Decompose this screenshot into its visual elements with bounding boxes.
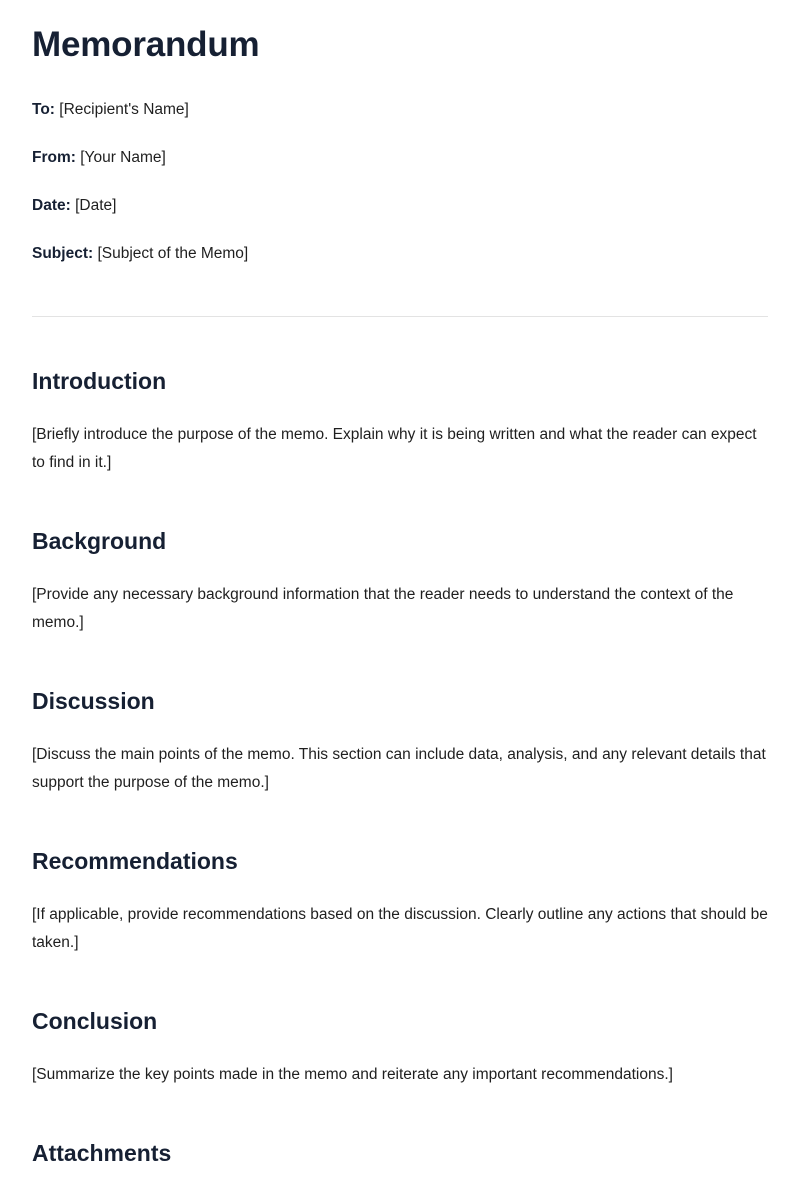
to-line <box>32 100 189 120</box>
to-value: [Recipient's Name] <box>59 101 189 118</box>
introduction-heading: Introduction <box>32 368 167 394</box>
date-line <box>32 196 116 216</box>
attachments-heading: Attachments <box>32 1140 172 1166</box>
from-label: From: <box>32 149 76 166</box>
header-divider <box>32 316 768 317</box>
discussion-heading: Discussion <box>32 688 155 714</box>
discussion-text: [Discuss the main points of the memo. This section can include data, analysis, and any relevant details that support the purpose of the memo.] <box>32 746 766 791</box>
from-value: [Your Name] <box>80 149 166 166</box>
date-label: Date: <box>32 197 71 214</box>
recommendations-text: [If applicable, provide recommendations based on the discussion. Clearly outline any actions that should be taken.] <box>32 906 768 951</box>
conclusion-heading: Conclusion <box>32 1008 158 1034</box>
subject-label: Subject: <box>32 245 94 262</box>
background-heading: Background <box>32 528 167 554</box>
date-value: [Date] <box>75 197 117 214</box>
recommendations-heading: Recommendations <box>32 848 238 874</box>
background-text: [Provide any necessary background information that the reader needs to understand the context of the memo.] <box>32 586 734 631</box>
from-line <box>32 148 166 168</box>
to-label: To: <box>32 101 55 118</box>
subject-line <box>32 244 248 264</box>
page-title: Memorandum <box>32 25 260 64</box>
subject-value: [Subject of the Memo] <box>97 245 249 262</box>
conclusion-text: [Summarize the key points made in the memo and reiterate any important recommendations.] <box>32 1066 673 1083</box>
introduction-text: [Briefly introduce the purpose of the memo. Explain why it is being written and what the reader can expect to find in it.] <box>32 426 757 471</box>
